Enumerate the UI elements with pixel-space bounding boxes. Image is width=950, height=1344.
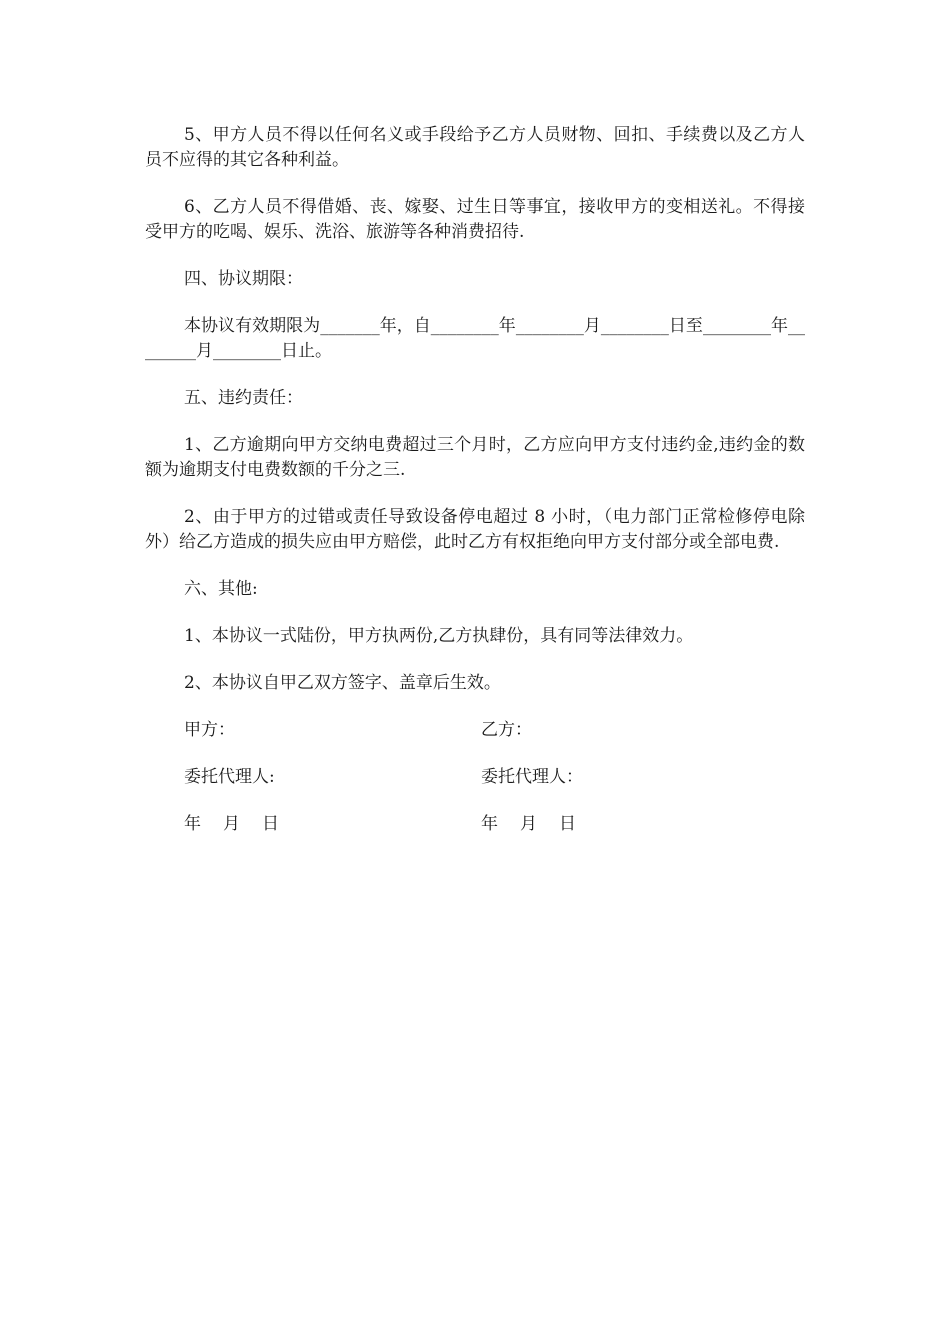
section-heading-term: 四、协议期限： — [184, 269, 303, 289]
term-clause: 本协议有效期限为_______年，自________年________月________日至________年________月________日止。 — [145, 316, 805, 361]
date-line-a — [184, 812, 481, 837]
section-heading-other: 六、其他: — [184, 579, 258, 599]
section-heading-liability: 五、违约责任： — [184, 388, 303, 408]
other-clause-1: 1、本协议一式陆份，甲方执两份,乙方执肆份，具有同等法律效力。 — [184, 626, 694, 646]
clause-5: 5、甲方人员不得以任何名义或手段给予乙方人员财物、回扣、手续费以及乙方人员不应得的其它各种利益。 — [145, 125, 805, 170]
date-line-b — [481, 812, 805, 837]
date-day-b: 日 — [559, 814, 576, 834]
date-year-a: 年 — [184, 814, 201, 834]
clause-6: 6、乙方人员不得借婚、丧、嫁娶、过生日等事宜，接收甲方的变相送礼。不得接受甲方的吃喝、娱乐、洗浴、旅游等各种消费招待. — [145, 197, 805, 242]
signature-party-row — [145, 718, 805, 743]
party-b-label: 乙方： — [481, 720, 532, 740]
other-clause-2: 2、本协议自甲乙双方签字、盖章后生效。 — [184, 673, 501, 693]
agent-b-label: 委托代理人： — [481, 767, 583, 787]
liability-clause-2: 2、由于甲方的过错或责任导致设备停电超过 8 小时，（电力部门正常检修停电除外）给乙方造成的损失应由甲方赔偿，此时乙方有权拒绝向甲方支付部分或全部电费. — [145, 507, 805, 552]
date-month-a: 月 — [223, 814, 240, 834]
signature-agent-row — [145, 765, 805, 790]
date-year-b: 年 — [481, 814, 498, 834]
document-page — [145, 123, 805, 859]
signature-date-row — [145, 812, 805, 837]
date-month-b: 月 — [520, 814, 537, 834]
agent-a-label: 委托代理人: — [184, 767, 275, 787]
party-a-label: 甲方： — [184, 720, 235, 740]
liability-clause-1: 1、乙方逾期向甲方交纳电费超过三个月时，乙方应向甲方支付违约金,违约金的数额为逾期支付电费数额的千分之三. — [145, 435, 805, 480]
date-day-a: 日 — [262, 814, 279, 834]
